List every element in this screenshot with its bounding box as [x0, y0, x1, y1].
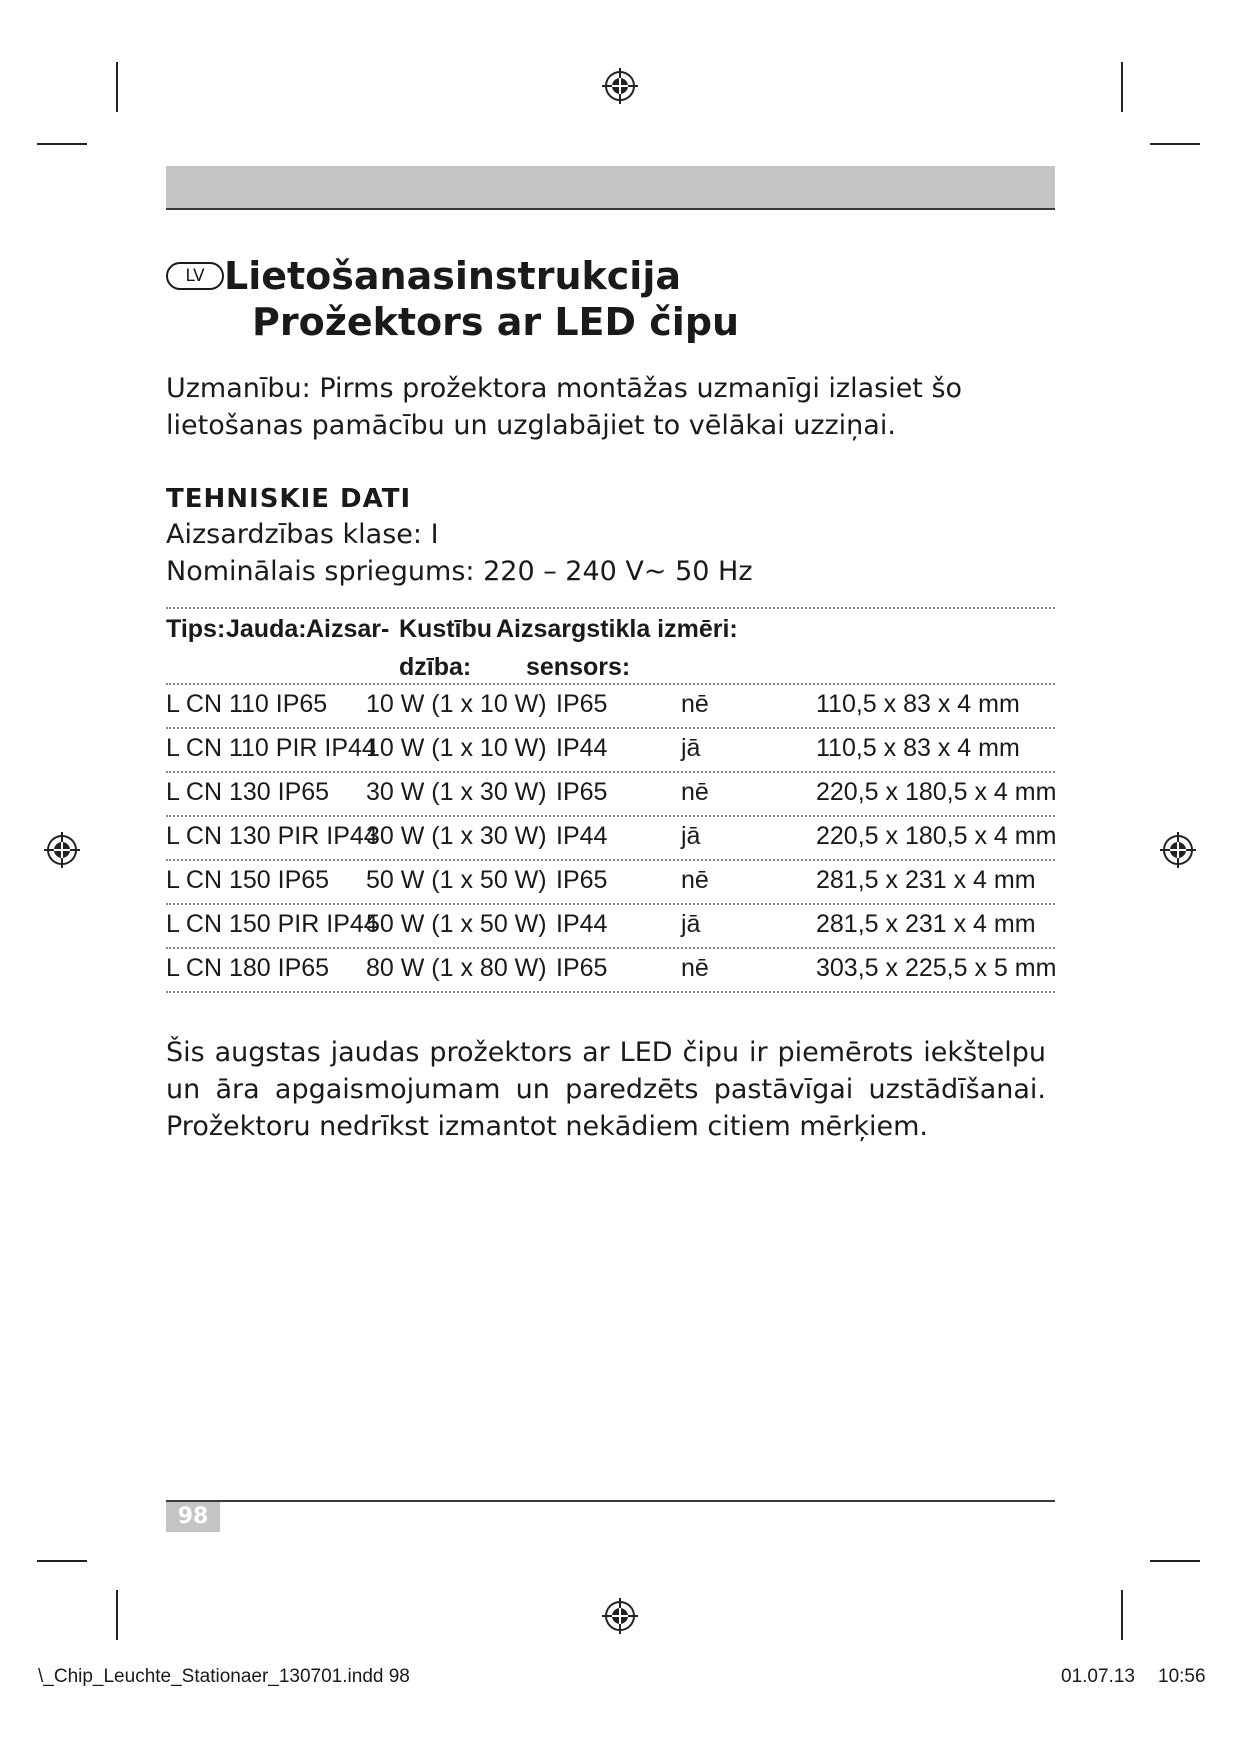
- table-cell-ip: IP44: [556, 910, 608, 938]
- table-rule: [166, 815, 1055, 817]
- table-cell-ip: IP65: [556, 866, 608, 894]
- table-cell-sensor: nē: [681, 778, 709, 806]
- table-cell-ip: IP44: [556, 822, 608, 850]
- crop-mark: [1121, 62, 1123, 112]
- table-header-sensor-cont: sensors:: [526, 653, 631, 681]
- table-rule: [166, 727, 1055, 729]
- table-cell-power: 30 W (1 x 30 W): [366, 822, 547, 850]
- table-cell-ip: IP44: [556, 734, 608, 762]
- registration-mark-icon: [42, 830, 82, 870]
- intro-paragraph: Uzmanību: Pirms prožektora montāžas uzmanīgi izlasiet šo lietošanas pamācību un uzglabājiet to vēlākai uzziņai.: [166, 373, 963, 441]
- table-cell-ip: IP65: [556, 954, 608, 982]
- table-header-protection-cont: dzība:: [399, 653, 472, 681]
- page-subtitle: Prožektors ar LED čipu: [252, 300, 740, 344]
- slug-filename: \_Chip_Leuchte_Stationaer_130701.indd 98: [38, 1666, 410, 1687]
- header-bar: [166, 166, 1055, 210]
- table-cell-sensor: nē: [681, 954, 709, 982]
- table-cell-size: 281,5 x 231 x 4 mm: [816, 910, 1036, 938]
- table-cell-power: 50 W (1 x 50 W): [366, 910, 547, 938]
- registration-mark-icon: [1158, 830, 1198, 870]
- table-cell-sensor: jā: [681, 910, 701, 938]
- table-cell-size: 303,5 x 225,5 x 5 mm: [816, 954, 1057, 982]
- nominal-voltage: Nominālais spriegums: 220 – 240 V~ 50 Hz: [166, 556, 753, 587]
- table-cell-type: L CN 110 PIR IP44: [166, 734, 376, 762]
- table-header-glass: Aizsargstikla izmēri:: [496, 615, 738, 643]
- table-rule: [166, 903, 1055, 905]
- crop-mark: [116, 62, 118, 112]
- table-cell-ip: IP65: [556, 690, 608, 718]
- footer-rule: [166, 1500, 1055, 1502]
- crop-mark: [116, 1590, 118, 1640]
- crop-mark: [37, 143, 87, 145]
- description-paragraph: Šis augstas jaudas prožektors ar LED čipu ir piemērots iekštelpu un āra apgaismojumam un paredzēts pastāvīgai uzstādīšanai. Prožektoru nedrīkst izmantot nekādiem citiem mērķiem.: [166, 1037, 1046, 1142]
- table-cell-sensor: nē: [681, 866, 709, 894]
- table-cell-sensor: nē: [681, 690, 709, 718]
- table-cell-type: L CN 130 PIR IP44: [166, 822, 378, 850]
- table-cell-power: 30 W (1 x 30 W): [366, 778, 547, 806]
- table-rule: [166, 771, 1055, 773]
- table-cell-size: 220,5 x 180,5 x 4 mm: [816, 778, 1057, 806]
- section-heading: TEHNISKIE DATI: [166, 484, 412, 514]
- crop-mark: [1121, 1590, 1123, 1640]
- table-cell-sensor: jā: [681, 822, 701, 850]
- table-cell-type: L CN 150 IP65: [166, 866, 330, 894]
- table-cell-type: L CN 110 IP65: [166, 690, 328, 718]
- table-header-type: Tips:: [166, 615, 226, 643]
- protection-class: Aizsardzības klase: I: [166, 519, 439, 550]
- table-header-protection: Aizsar-: [306, 615, 390, 643]
- registration-mark-icon: [600, 1596, 640, 1636]
- table-cell-size: 110,5 x 83 x 4 mm: [816, 734, 1020, 762]
- table-rule: [166, 991, 1055, 993]
- table-rule: [166, 947, 1055, 949]
- table-cell-power: 10 W (1 x 10 W): [366, 690, 547, 718]
- table-header-power: Jauda:: [226, 615, 307, 643]
- table-cell-size: 110,5 x 83 x 4 mm: [816, 690, 1020, 718]
- table-cell-power: 50 W (1 x 50 W): [366, 866, 547, 894]
- crop-mark: [1150, 1560, 1200, 1562]
- page-title: Lietošanasinstrukcija: [224, 254, 682, 298]
- crop-mark: [37, 1560, 87, 1562]
- table-header-sensor: Kustību: [399, 615, 493, 643]
- table-cell-type: L CN 150 PIR IP44: [166, 910, 378, 938]
- table-cell-type: L CN 130 IP65: [166, 778, 330, 806]
- page-number: 98: [166, 1502, 220, 1532]
- crop-mark: [1150, 143, 1200, 145]
- table-rule: [166, 683, 1055, 685]
- table-cell-sensor: jā: [681, 734, 701, 762]
- table-cell-size: 281,5 x 231 x 4 mm: [816, 866, 1036, 894]
- table-rule: [166, 859, 1055, 861]
- table-cell-ip: IP65: [556, 778, 608, 806]
- slug-time: 10:56: [1158, 1666, 1206, 1687]
- slug-date: 01.07.13: [1061, 1666, 1135, 1687]
- table-cell-power: 80 W (1 x 80 W): [366, 954, 547, 982]
- table-cell-power: 10 W (1 x 10 W): [366, 734, 547, 762]
- language-badge: LV: [166, 262, 224, 290]
- table-rule: [166, 607, 1055, 609]
- registration-mark-icon: [600, 66, 640, 106]
- table-cell-size: 220,5 x 180,5 x 4 mm: [816, 822, 1057, 850]
- table-cell-type: L CN 180 IP65: [166, 954, 330, 982]
